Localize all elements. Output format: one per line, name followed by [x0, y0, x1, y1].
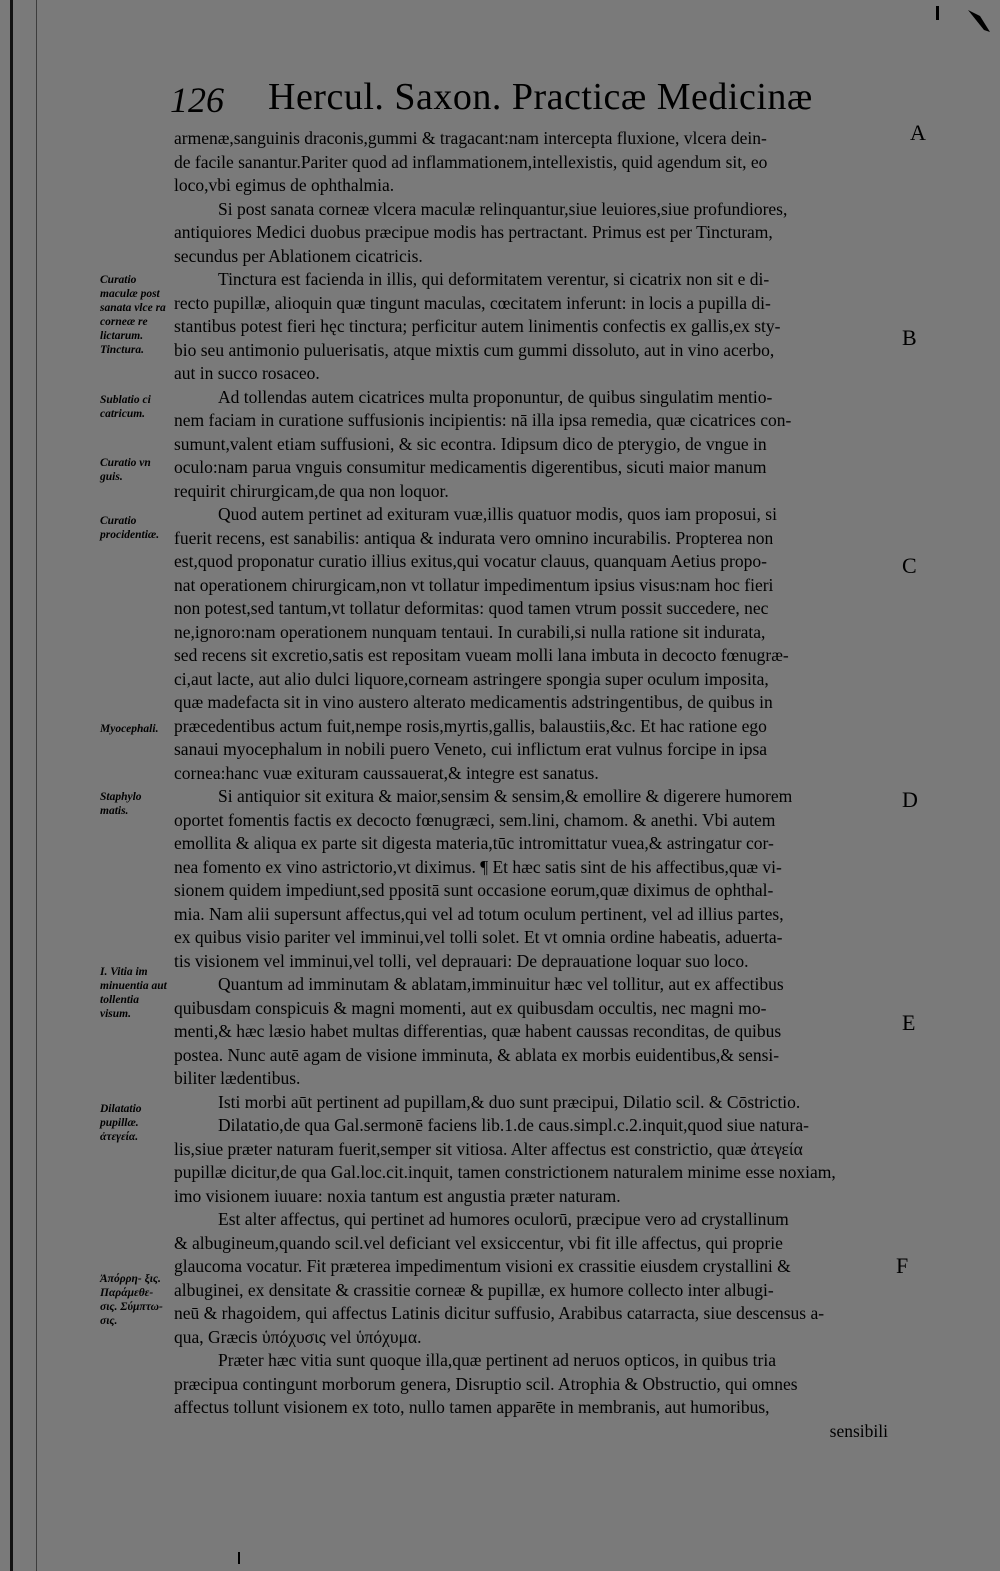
text-line: quibusdam conspicuis & magni momenti, aut ex quibusdam occultis, nec magni mo-: [174, 997, 767, 1018]
text-line: sumunt,valent etiam suffusioni, & sic econtra. Idipsum dico de pterygio, de vngue in: [174, 433, 767, 454]
text-line: secundus per Ablationem cicatricis.: [174, 245, 423, 266]
text-line: biliter lædentibus.: [174, 1068, 301, 1088]
marginal-note-myocephali: Myocephali.: [100, 723, 159, 735]
marginal-note-vitia-visum: I. Vitia im minuentia aut tollentia visum.: [100, 966, 167, 1020]
text-line: & albugineum,quando scil.vel deficiant vel exsiccentur, vbi fit ille affectus, qui proprie: [174, 1232, 783, 1253]
catchword: sensibili: [829, 1420, 888, 1441]
marginal-note-greek-terms: Ἀπόρρη- ξις. Παράμεθε- σις. Σύμπτω- σις.: [100, 1273, 163, 1327]
text-line: lis,siue præter naturam fuerit,semper sit vitiosa. Alter affectus est constrictio, quæ ἀτεγεία: [174, 1138, 803, 1159]
text-line: oportet fomentis factis ex decocto fœnugræci, sem.lini, chamom. & anethi. Vbi autem: [174, 809, 776, 830]
text-line: stantibus potest fieri hęc tinctura; perficitur autem linimentis confectis ex gallis,ex sty-: [174, 316, 781, 336]
text-line: mia. Nam alii supersunt affectus,qui vel ad totum oculum pertinent, vel ad illius partes,: [174, 903, 784, 924]
marginal-note-dilatatio: Dilatatio pupillæ. ἀτεγεία.: [100, 1103, 142, 1143]
body-text: [174, 127, 894, 1443]
text-line: Quantum ad imminutam & ablatam,imminuitur hæc vel tollitur, aut ex affectibus: [218, 974, 784, 994]
text-line: Dilatatio,de qua Gal.sermonē faciens lib.1.de caus.simpl.c.2.inquit,quod siue natura-: [218, 1115, 809, 1135]
marginal-note-sublatio: Sublatio ci catricum.: [100, 394, 151, 420]
text-line: emollita & aliqua ex parte sit digesta materia,tūc intromittatur vuea,& astringatur cor-: [174, 833, 774, 853]
text-line: sionem quidem impediunt,sed ppositā sunt occasione eorum,quæ diximus de ophthal-: [174, 880, 774, 900]
text-line: sed recens sit excretio,satis est repositam vueam molli lana imbuta in decocto fœnugræ-: [174, 645, 789, 665]
text-line: albuginei, ex densitate & crassitie corneæ & pupillæ, ex humore collecto inter albugi-: [174, 1279, 774, 1300]
text-line: Præter hæc vitia sunt quoque illa,quæ pertinent ad neruos opticos, in quibus tria: [218, 1350, 776, 1370]
text-line: affectus tollunt visionem ex toto, nullo tamen apparēte in membranis, aut humoribus,: [174, 1397, 770, 1417]
running-title: Hercul. Saxon. Practicæ Medicinæ: [268, 76, 813, 118]
text-line: fuerit recens, est sanabilis: antiqua & indurata vero omnino incurabilis. Propterea non: [174, 527, 774, 548]
text-line: ne,ignoro:nam operationem nunquam tentaui. In curabili,si nulla ratione sit indurata,: [174, 621, 766, 642]
text-line: Ad tollendas autem cicatrices multa proponuntur, de quibus singulatim mentio-: [218, 386, 773, 407]
section-letter-d: D: [902, 787, 918, 812]
text-line: Si post sanata corneæ vlcera maculæ relinquantur,siue leuiores,siue profundiores,: [218, 198, 788, 219]
text-line: menti,& hæc læsio habet multas differentias, quæ habent caussas reconditas, de quibus: [174, 1021, 782, 1041]
text-line: loco,vbi egimus de ophthalmia.: [174, 175, 395, 195]
section-letter-b: B: [902, 325, 917, 350]
scan-artifact-tick-bottom: [238, 1552, 240, 1564]
text-line: nea fomento ex vino astrictorio,vt diximus. ¶ Et hæc satis sint de his affectibus,quæ vi-: [174, 856, 782, 877]
text-line: Est alter affectus, qui pertinet ad humores oculorū, præcipue vero ad crystallinum: [218, 1209, 789, 1229]
text-line: nat operationem chirurgicam,non vt tollatur impedimentum ipsius visus:nam hoc fieri: [174, 574, 774, 595]
text-line: Quod autem pertinet ad exituram vuæ,illis quatuor modis, quos iam proposui, si: [218, 504, 777, 524]
section-letter-f: F: [896, 1253, 909, 1278]
text-line: postea. Nunc autē agam de visione imminuta, & ablata ex morbis euidentibus,& sensi-: [174, 1044, 780, 1065]
text-line: aut in succo rosaceo.: [174, 363, 320, 383]
text-line: neū & rhagoidem, qui affectus Latinis dicitur suffusio, Arabibus catarracta, siue descensus a-: [174, 1303, 825, 1323]
text-line: bio seu antimonio puluerisatis, atque mixtis cum gummi dissoluto, aut in vino acerbo,: [174, 339, 775, 360]
marginal-note-staphylomatis: Staphylo matis.: [100, 791, 142, 817]
text-line: quæ madefacta sit in vino austero alterato medicamentis adstringentibus, de quibus in: [174, 692, 773, 712]
text-line: est,quod proponatur curatio illius exitus,qui vocatur clauus, quanquam Aetius propo-: [174, 551, 767, 571]
text-line: præcedentibus actum fuit,nempe rosis,myrtis,gallis, balaustiis,&c. Et hac ratione ego: [174, 715, 767, 736]
folio-number: 126: [170, 80, 224, 120]
section-letter-c: C: [902, 553, 917, 578]
section-letter-a: A: [910, 120, 926, 145]
text-line: recto pupillæ, alioquin quæ tingunt maculas, cœcitatem inferunt: in locis a pupilla di-: [174, 292, 771, 313]
text-line: sanaui myocephalum in nobili puero Veneto, cui inflictum erat vulnus forcipe in ipsa: [174, 739, 768, 759]
text-line: nem faciam in curatione suffusionis incipientis: nā illa ipsa remedia, quæ cicatrices con-: [174, 410, 792, 430]
section-letter-e: E: [902, 1010, 916, 1035]
text-line: Tinctura est facienda in illis, qui deformitatem verentur, si cicatrix non sit e di-: [218, 269, 770, 289]
corner-fold-mark: [966, 6, 992, 34]
text-line: Si antiquior sit exitura & maior,sensim & sensim,& emollire & digerere humorem: [218, 786, 793, 806]
text-line: qua, Græcis ὑπόχυσις vel ὑπόχυμα.: [174, 1326, 422, 1347]
page-gutter-line: [36, 0, 37, 1571]
text-line: antiquiores Medici duobus præcipue modis has pertractant. Primus est per Tincturam,: [174, 222, 773, 242]
text-line: pupillæ dicitur,de qua Gal.loc.cit.inquit, tamen constrictionem naturalem minime esse noxiam,: [174, 1162, 836, 1182]
page-header: [170, 75, 970, 125]
scan-artifact-tick: [936, 6, 939, 20]
text-line: oculo:nam parua vnguis consumitur medicamentis digerentibus, sicuti maior manum: [174, 457, 767, 477]
page-gutter-shadow: [10, 0, 13, 1571]
text-line: armenæ,sanguinis draconis,gummi & tragacant:nam intercepta fluxione, vlcera dein-: [174, 128, 767, 148]
marginal-note-curatio-vnguis: Curatio vn guis.: [100, 457, 151, 483]
text-line: ci,aut lacte, aut alio dulci liquore,corneam astringere spongia super oculum imposita,: [174, 668, 769, 689]
text-line: non potest,sed tantum,vt tollatur deformitas: quod tamen vtrum possit succedere, nec: [174, 598, 769, 618]
text-line: cornea:hanc vuæ exituram caussauerat,& integre est sanatus.: [174, 762, 599, 783]
text-line: glaucoma vocatur. Fit præterea impedimentum visioni ex crassitie eiusdem crystallini &: [174, 1256, 791, 1276]
text-line: Isti morbi aūt pertinent ad pupillam,& duo sunt præcipui, Dilatio scil. & Cōstrictio.: [218, 1091, 801, 1112]
text-line: requirit chirurgicam,de qua non loquor.: [174, 480, 449, 501]
text-line: de facile sanantur.Pariter quod ad inflammationem,intellexistis, quid agendum sit, eo: [174, 151, 768, 172]
text-line: præcipua contingunt morborum genera, Disruptio scil. Atrophia & Obstructio, qui omnes: [174, 1373, 798, 1394]
marginal-note-curatio-procidentiae: Curatio procidentiæ.: [100, 515, 160, 541]
text-line: imo visionem iuuare: noxia tantum est angustia præter naturam.: [174, 1185, 621, 1206]
text-line: ex quibus visio pariter vel imminui,vel tolli solet. Et vt omnia ordine habeatis, aduerta-: [174, 927, 783, 947]
text-line: tis visionem vel imminui,vel tolli, vel deprauari: De deprauatione loquar suo loco.: [174, 950, 749, 971]
marginal-note-curatio-maculae: Curatio maculæ post sanata vlce ra corneæ re lictarum. Tinctura.: [100, 274, 166, 356]
